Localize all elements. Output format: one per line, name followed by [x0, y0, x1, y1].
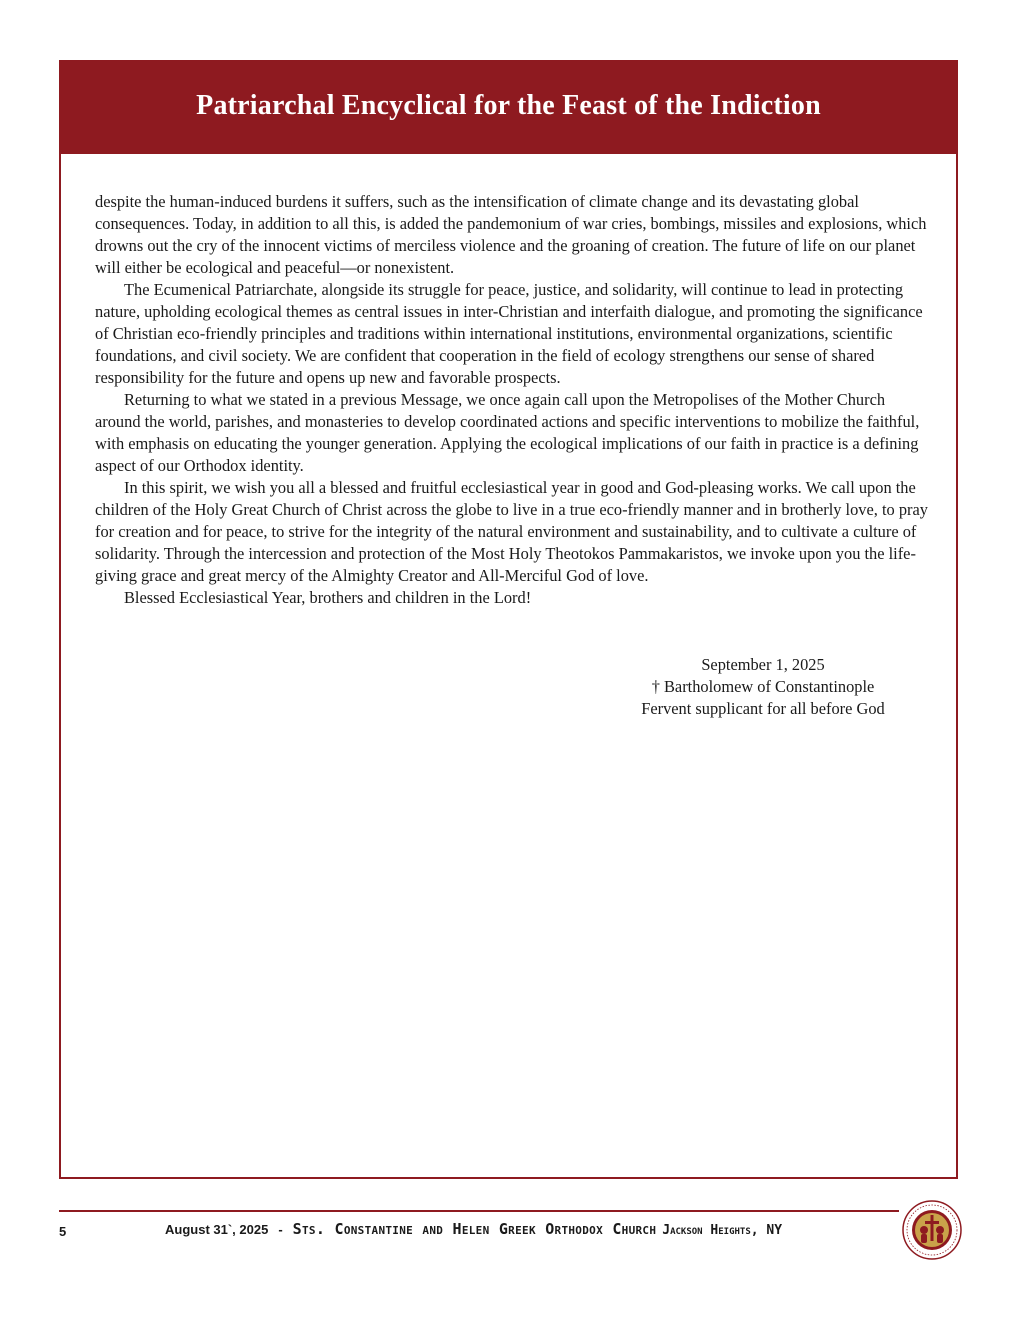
signature-name: † Bartholomew of Constantinople: [651, 677, 875, 696]
paragraph-4: In this spirit, we wish you all a blessed and fruitful ecclesiastical year in good and God-pleasing works. We call upon the children of the Holy Great Church of Christ across the globe to live in a true eco-friendly manner and in brotherly love, to pray for creation and for peace, to strive for the integrity of the natural environment and sustainability, and to cultivate a culture of solidarity. Through the intercession and protection of the Most Holy Theotokos Pammakaristos, we invoke upon you the life- giving grace and great mercy of the Almighty Creator and All-Merciful God of love.: [95, 478, 928, 585]
paragraph-5: Blessed Ecclesiastical Year, brothers and children in the Lord!: [124, 588, 532, 607]
content-frame: [59, 60, 958, 1179]
footer-church-name: Sts. Constantine and Helen Greek Orthodox Church: [292, 1220, 657, 1238]
paragraph-1: despite the human-induced burdens it suffers, such as the intensification of climate change and its devastating global consequences. Today, in addition to all this, is added the pandemonium of war cries, bombings, missiles and explosions, which drowns out the cry of the innocent victims of merciless violence and the groaning of creation. The future of life on our planet will either be ecological and peaceful—or nonexistent.: [95, 192, 927, 277]
footer-separator: -: [278, 1222, 283, 1237]
church-seal-icon: [902, 1200, 962, 1260]
header-banner: [61, 62, 956, 154]
footer-divider: [59, 1210, 899, 1212]
page-number: 5: [59, 1224, 67, 1239]
paragraph-2: The Ecumenical Patriarchate, alongside its struggle for peace, justice, and solidarity, will continue to lead in protecting nature, upholding ecological themes as central issues in inter-Christian and interfaith dialogue, and promoting the significance of Christian eco-friendly principles and traditions within international institutions, environmental organizations, scientific foundations, and civil society. We are confident that cooperation in the field of ecology strengthens our sense of shared responsibility for the future and opens up new and favorable prospects.: [95, 280, 923, 387]
page-title: Patriarchal Encyclical for the Feast of the Indiction: [196, 90, 821, 121]
paragraph-3: Returning to what we stated in a previous Message, we once again call upon the Metropolises of the Mother Church around the world, parishes, and monasteries to develop coordinated actions and specific interventions to mobilize the faithful, with emphasis on educating the younger generation. Applying the ecological implications of our faith in practice is a defining aspect of our Orthodox identity.: [95, 390, 920, 475]
signature-block: [613, 654, 913, 720]
encyclical-body: [95, 191, 930, 609]
signature-date: September 1, 2025: [701, 655, 825, 674]
footer-location: Jackson Heights, NY: [662, 1223, 783, 1238]
signature-title: Fervent supplicant for all before God: [641, 699, 885, 718]
footer-date: August 31`, 2025: [165, 1222, 269, 1237]
footer-info: [165, 1220, 865, 1238]
